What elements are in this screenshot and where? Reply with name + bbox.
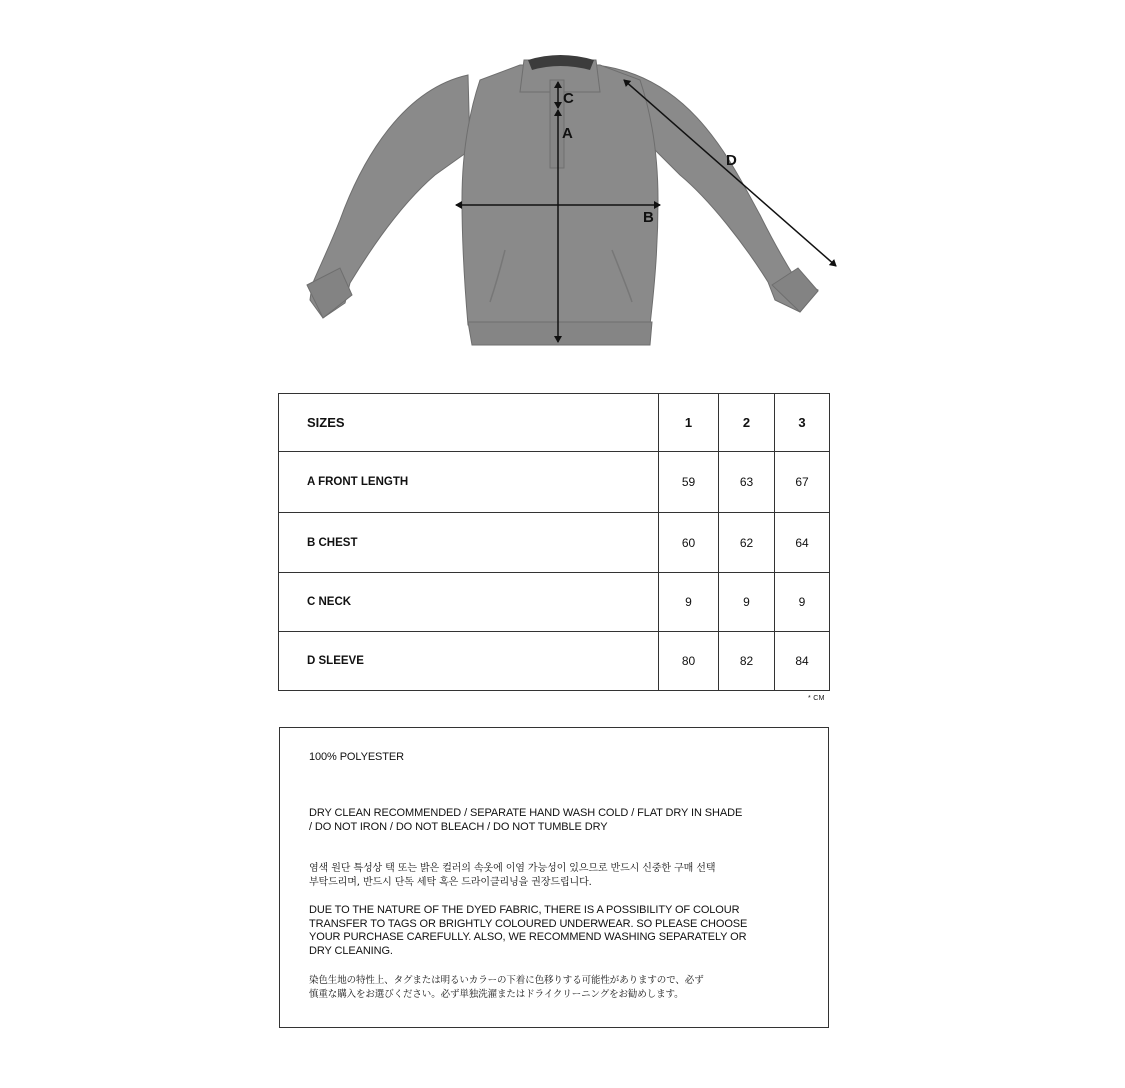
hem-rib [468, 322, 652, 345]
table-cell: 67 [775, 452, 830, 513]
size-header-2: 2 [719, 394, 775, 452]
care-instructions: DRY CLEAN RECOMMENDED / SEPARATE HAND WASH COLD / FLAT DRY IN SHADE / DO NOT IRON / DO NOT BLEACH / DO NOT TUMBLE DRY [309, 807, 743, 833]
measure-label-d: D [726, 152, 737, 169]
table-cell: 80 [659, 632, 719, 691]
table-cell: 9 [719, 573, 775, 632]
row-label-front-length: A FRONT LENGTH [279, 452, 659, 513]
measure-label-a: A [562, 125, 573, 142]
measure-label-c: C [563, 90, 574, 107]
table-cell: 62 [719, 513, 775, 573]
row-label-chest: B CHEST [279, 513, 659, 573]
table-cell: 82 [719, 632, 775, 691]
table-cell: 9 [775, 573, 830, 632]
table-cell: 59 [659, 452, 719, 513]
notice-korean: 염색 원단 특성상 택 또는 밝은 컬러의 속옷에 이염 가능성이 있으므로 반드시 신중한 구매 선택 부탁드리며, 반드시 단독 세탁 혹은 드라이클리닝을 권장드립니다. [309, 863, 716, 888]
sizes-header: SIZES [279, 394, 659, 452]
table-row [279, 632, 830, 691]
measure-label-b: B [643, 209, 654, 226]
table-cell: 60 [659, 513, 719, 573]
table-cell: 64 [775, 513, 830, 573]
unit-note: * CM [808, 695, 825, 702]
table-header-row [279, 394, 830, 452]
size-header-3: 3 [775, 394, 830, 452]
table-row [279, 452, 830, 513]
row-label-sleeve: D SLEEVE [279, 632, 659, 691]
garment-diagram [0, 0, 1125, 380]
table-row [279, 513, 830, 573]
notice-english: DUE TO THE NATURE OF THE DYED FABRIC, THERE IS A POSSIBILITY OF COLOUR TRANSFER TO TAGS OR BRIGHTLY COLOURED UNDERWEAR. SO PLEASE CHOOSE YOUR PURCHASE CAREFULLY. ALSO, WE RECOMMEND WASHING SEPARATELY OR DRY CLEANING. [309, 904, 748, 957]
table-cell: 9 [659, 573, 719, 632]
table-row [279, 573, 830, 632]
zip-placket [550, 80, 564, 168]
row-label-neck: C NECK [279, 573, 659, 632]
material-text: 100% POLYESTER [309, 751, 404, 763]
size-chart-table [278, 393, 830, 691]
care-info-box [279, 727, 829, 1028]
table-cell: 84 [775, 632, 830, 691]
size-header-1: 1 [659, 394, 719, 452]
table-cell: 63 [719, 452, 775, 513]
notice-japanese: 染色生地の特性上、タグまたは明るいカラーの下着に色移りする可能性がありますので、必ず 慎重な購入をお選びください。必ず単独洗濯またはドライクリーニングをお勧めします。 [309, 975, 704, 1000]
